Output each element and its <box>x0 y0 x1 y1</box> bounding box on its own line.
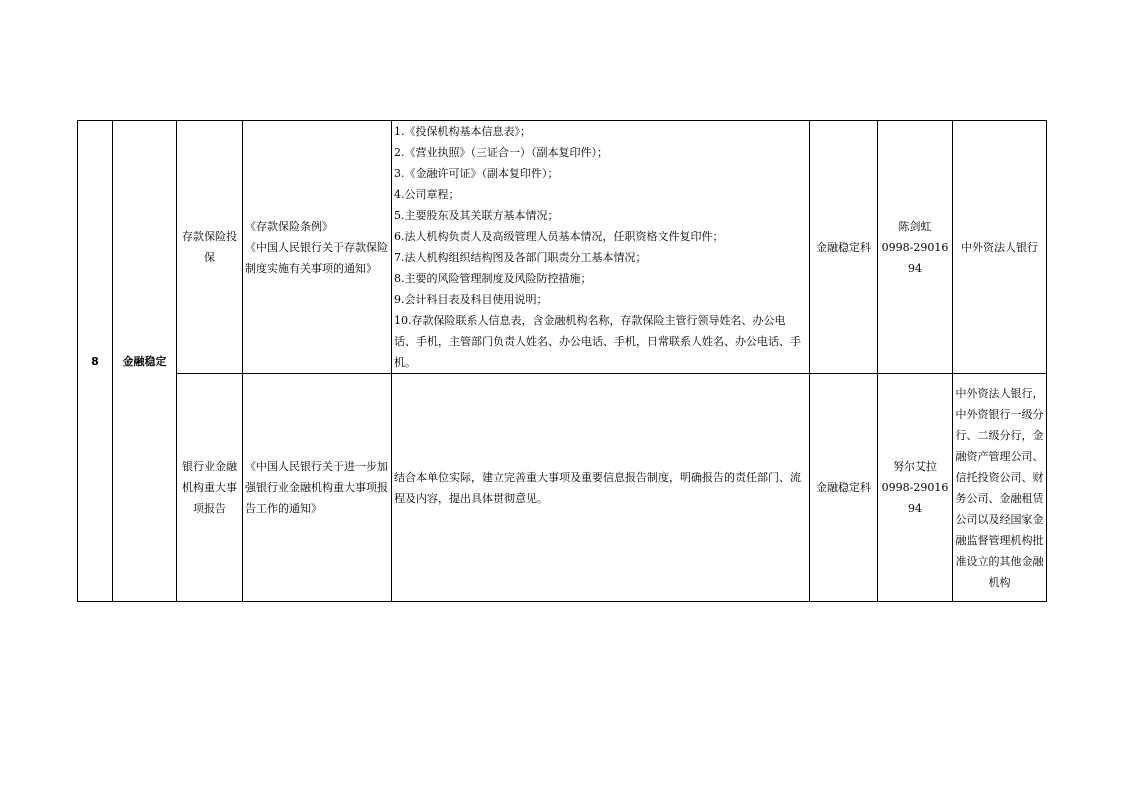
basis-line: 《中国人民银行关于进一步加强银行业金融机构重大事项报告工作的通知》 <box>245 460 388 515</box>
material-line: 4.公司章程； <box>394 188 460 201</box>
target-cell: 中外资法人银行 <box>953 121 1047 374</box>
material-line: 3.《金融许可证》（副本复印件）； <box>394 167 559 180</box>
contact-name: 努尔艾拉 <box>893 460 937 473</box>
department-cell: 金融稳定科 <box>810 121 878 374</box>
basis-line: 《中国人民银行关于存款保险制度实施有关事项的通知》 <box>245 240 388 275</box>
item-name: 存款保险投保 <box>177 121 243 374</box>
contact-phone: 0998-2901694 <box>881 240 949 275</box>
category-cell: 金融稳定 <box>113 121 177 602</box>
basis-line: 《存款保险条例》 <box>245 219 333 233</box>
materials-cell <box>392 374 810 602</box>
table-row <box>78 121 1047 374</box>
material-line: 1.《投保机构基本信息表》； <box>394 125 531 138</box>
service-table <box>77 120 1047 602</box>
material-line: 9.会计科目表及科目使用说明； <box>394 293 548 306</box>
basis-cell <box>243 374 392 602</box>
item-name: 银行业金融机构重大事项报告 <box>177 374 243 602</box>
contact-cell <box>878 374 953 602</box>
material-line: 结合本单位实际，建立完善重大事项及重要信息报告制度，明确报告的责任部门、流程及内容，提出具体贯彻意见。 <box>394 470 801 505</box>
material-line: 10.存款保险联系人信息表，含金融机构名称，存款保险主管行领导姓名、办公电话、手机，主管部门负责人姓名、办公电话、手机，日常联系人姓名、办公电话、手机。 <box>394 314 801 369</box>
contact-phone: 0998-2901694 <box>881 481 949 515</box>
materials-cell <box>392 121 810 374</box>
material-line: 8.主要的风险管理制度及风险防控措施； <box>394 272 592 285</box>
contact-cell <box>878 121 953 374</box>
table-row <box>78 374 1047 602</box>
row-number: 8 <box>78 121 113 602</box>
material-line: 2.《营业执照》（三证合一）（副本复印件）； <box>394 146 608 159</box>
target-cell: 中外资法人银行，中外资银行一级分行、二级分行，金融资产管理公司、信托投资公司、财务公司、金融租赁公司以及经国家金融监督管理机构批准设立的其他金融机构 <box>953 374 1047 602</box>
basis-cell <box>243 121 392 374</box>
department-cell: 金融稳定科 <box>810 374 878 602</box>
material-line: 7.法人机构组织结构图及各部门职责分工基本情况； <box>394 251 647 264</box>
contact-name: 陈剑虹 <box>898 219 932 233</box>
material-line: 5.主要股东及其关联方基本情况； <box>394 209 559 222</box>
material-line: 6.法人机构负责人及高级管理人员基本情况，任职资格文件复印件； <box>394 230 724 243</box>
